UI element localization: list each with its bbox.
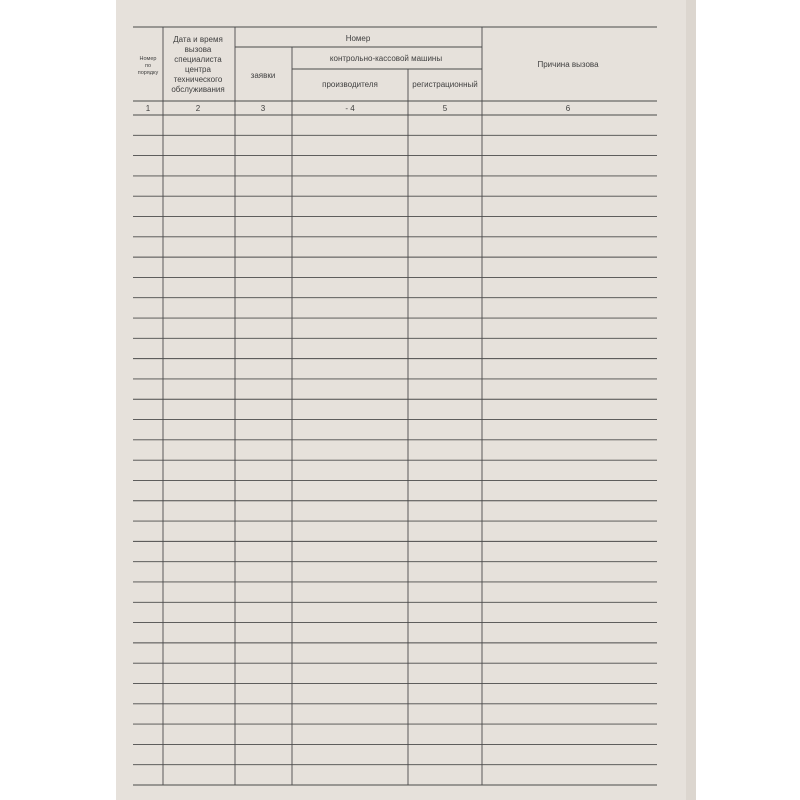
- header-col2-line: специалиста: [174, 55, 222, 64]
- column-number-3: 3: [260, 104, 266, 113]
- header-col2-line: обслуживания: [171, 85, 225, 94]
- column-number-6: 6: [565, 104, 571, 113]
- header-col2-line: центра: [185, 65, 211, 74]
- header-col4: производителя: [322, 80, 378, 89]
- header-col2-line: вызова: [184, 45, 212, 54]
- header-col2-line: Дата и время: [173, 35, 223, 44]
- header-col5: регистрационный: [412, 80, 478, 89]
- header-col6: Причина вызова: [537, 60, 599, 69]
- column-number-2: 2: [195, 104, 201, 113]
- header-col1: [138, 56, 159, 76]
- header-col2-line: технического: [173, 75, 223, 84]
- grid-lines: [133, 27, 657, 785]
- header-col2: [171, 35, 224, 94]
- header-group-number: Номер: [345, 34, 371, 43]
- header-subgroup-kkm: контрольно-кассовой машины: [329, 54, 443, 63]
- header-col1-line: порядку: [137, 70, 159, 76]
- header-col1-line: по: [144, 63, 152, 69]
- header-col1-line: Номер: [139, 56, 157, 62]
- column-number-5: 5: [442, 104, 448, 113]
- column-number-4: - 4: [345, 104, 355, 113]
- column-number-1: 1: [145, 104, 151, 113]
- header-col3: заявки: [250, 71, 276, 80]
